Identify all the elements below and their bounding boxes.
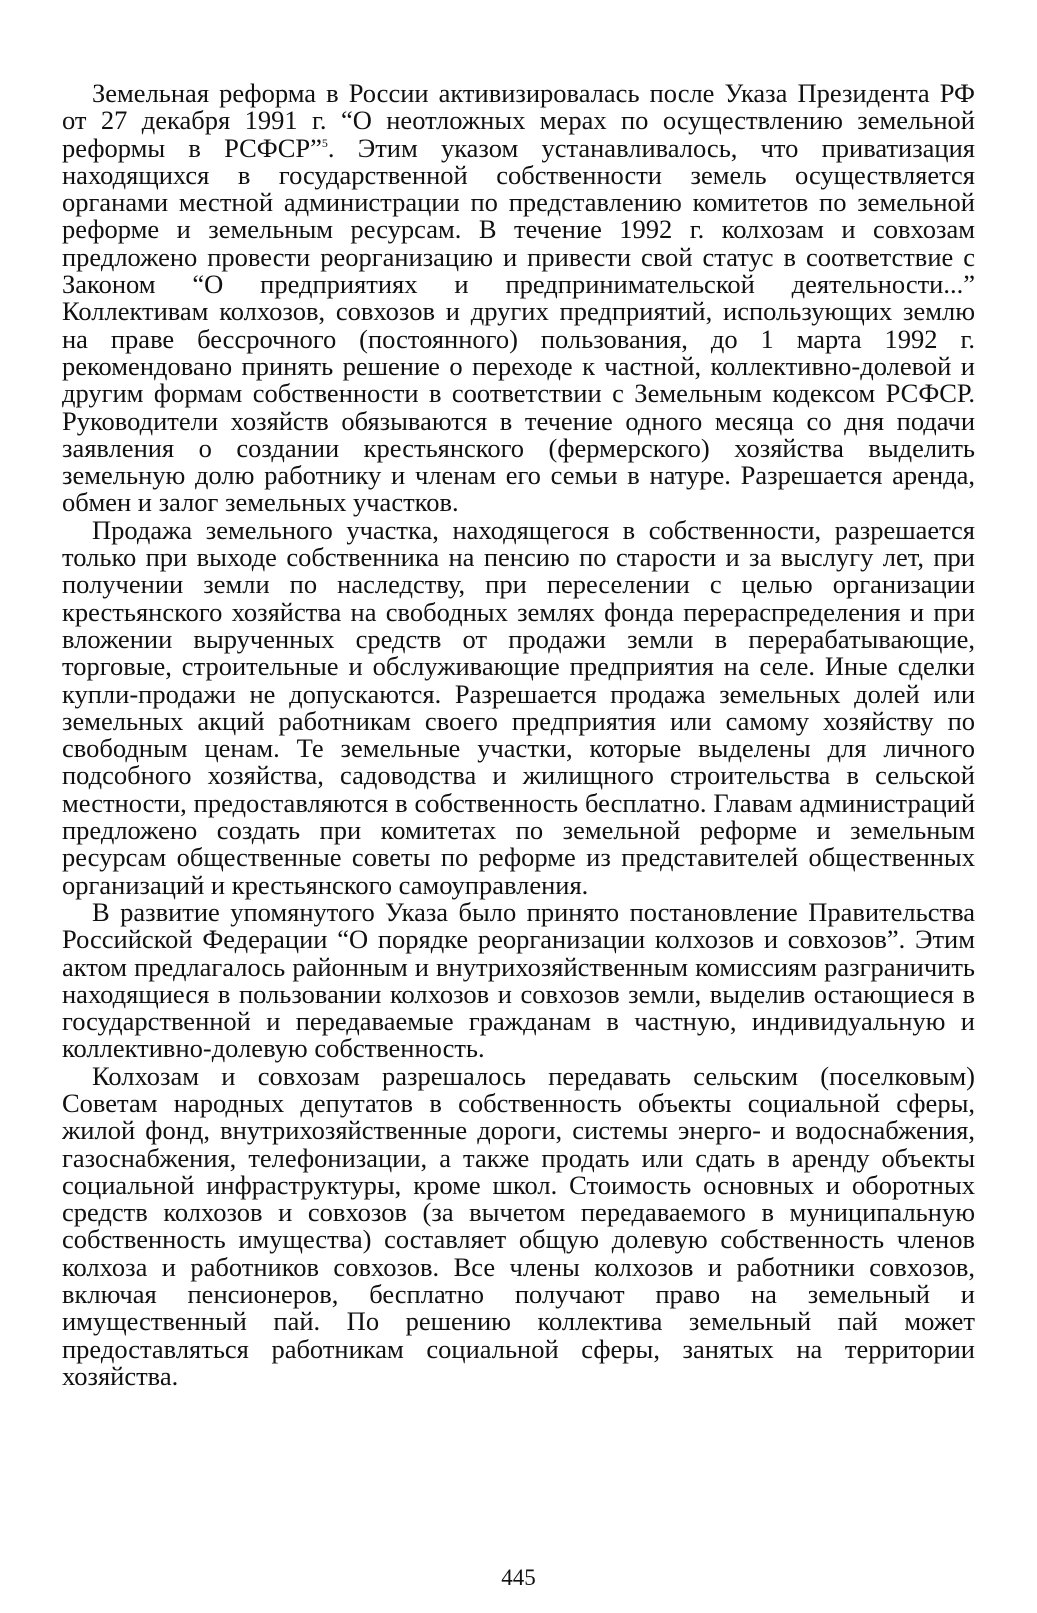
page-number: 445 — [501, 1565, 536, 1590]
paragraph-1 — [62, 80, 975, 517]
paragraph-1-text-b: . Этим указом устанавливалось, что приватизация находящихся в государственной собственности земель осуществляется органами местной администрации по представлению комитетов по земельной реформе и земельным ресурсам. В течение 1992 г. колхозам и совхозам предложено провести реорганизацию и привести свой статус в соответствие с Законом “О предприятиях и предпринимательской деятельности...” Коллективам колхозов, совхозов и других предприятий, использующих землю на праве бессрочного (постоянного) пользования, до 1 марта 1992 г. рекомендовано принять решение о переходе к частной, коллективно-долевой и другим формам собственности в соответствии с Земельным кодексом РСФСР. Руководители хозяйств обязываются в течение одного месяца со дня подачи заявления о создании крестьянского (фермерского) хозяйства выделить земельную долю работнику и членам его семьи в натуре. Разрешается аренда, обмен и залог земельных участков. — [62, 132, 975, 518]
paragraph-2: Продажа земельного участка, находящегося в собственности, разрешается только при выходе собственника на пенсию по старости и за выслугу лет, при получении земли по наследству, при переселении с целью организации крестьянского хозяйства на свободных землях фонда перераспределения и при вложении вырученных средств от продажи земли в перерабатывающие, торговые, строительные и обслуживающие предприятия на селе. Иные сделки купли-продажи не допускаются. Разрешается продажа земельных долей или земельных акций работникам своего предприятия или самому хозяйству по свободным ценам. Те земельные участки, которые выделены для личного подсобного хозяйства, садоводства и жилищного строительства в сельской местности, предоставляются в собственность бесплатно. Главам администраций предложено создать при комитетах по земельной реформе и земельным ресурсам общественные советы по реформе из представителей общественных организаций и крестьянского самоуправления. — [62, 514, 975, 900]
paragraph-3: В развитие упомянутого Указа было принято постановление Правительства Российской Федерации “О порядке реорганизации колхозов и совхозов”. Этим актом предлагалось районным и внутрихозяйственным комиссиям разграничить находящиеся в пользовании колхозов и совхозов земли, выделив остающиеся в государственной и передаваемые гражданам в частную, индивидуальную и коллективно-долевую собственность. — [62, 896, 975, 1064]
paragraph-1-text-a: Земельная реформа в России активизировалась после Указа Президента РФ от 27 декабря 1991 г. “О неотложных мерах по осуществлению земельной реформы в РСФСР” — [62, 78, 975, 163]
footnote-ref: 5 — [321, 135, 328, 150]
paragraph-4: Колхозам и совхозам разрешалось передавать сельским (поселковым) Советам народных депутатов в собственность объекты социальной сферы, жилой фонд, внутрихозяйственные дороги, системы энерго- и водоснабжения, газоснабжения, телефонизации, а также продать или сдать в аренду объекты социальной инфраструктуры, кроме школ. Стоимость основных и оборотных средств колхозов и совхозов (за вычетом передаваемого в муниципальную собственность имущества) составляет общую долевую собственность членов колхоза и работников совхозов. Все члены колхозов и работники совхозов, включая пенсионеров, бесплатно получают право на земельный и имущественный пай. По решению коллектива земельный пай может предоставляться работникам социальной сферы, занятых на территории хозяйства. — [62, 1060, 975, 1391]
page-body — [62, 80, 975, 1390]
